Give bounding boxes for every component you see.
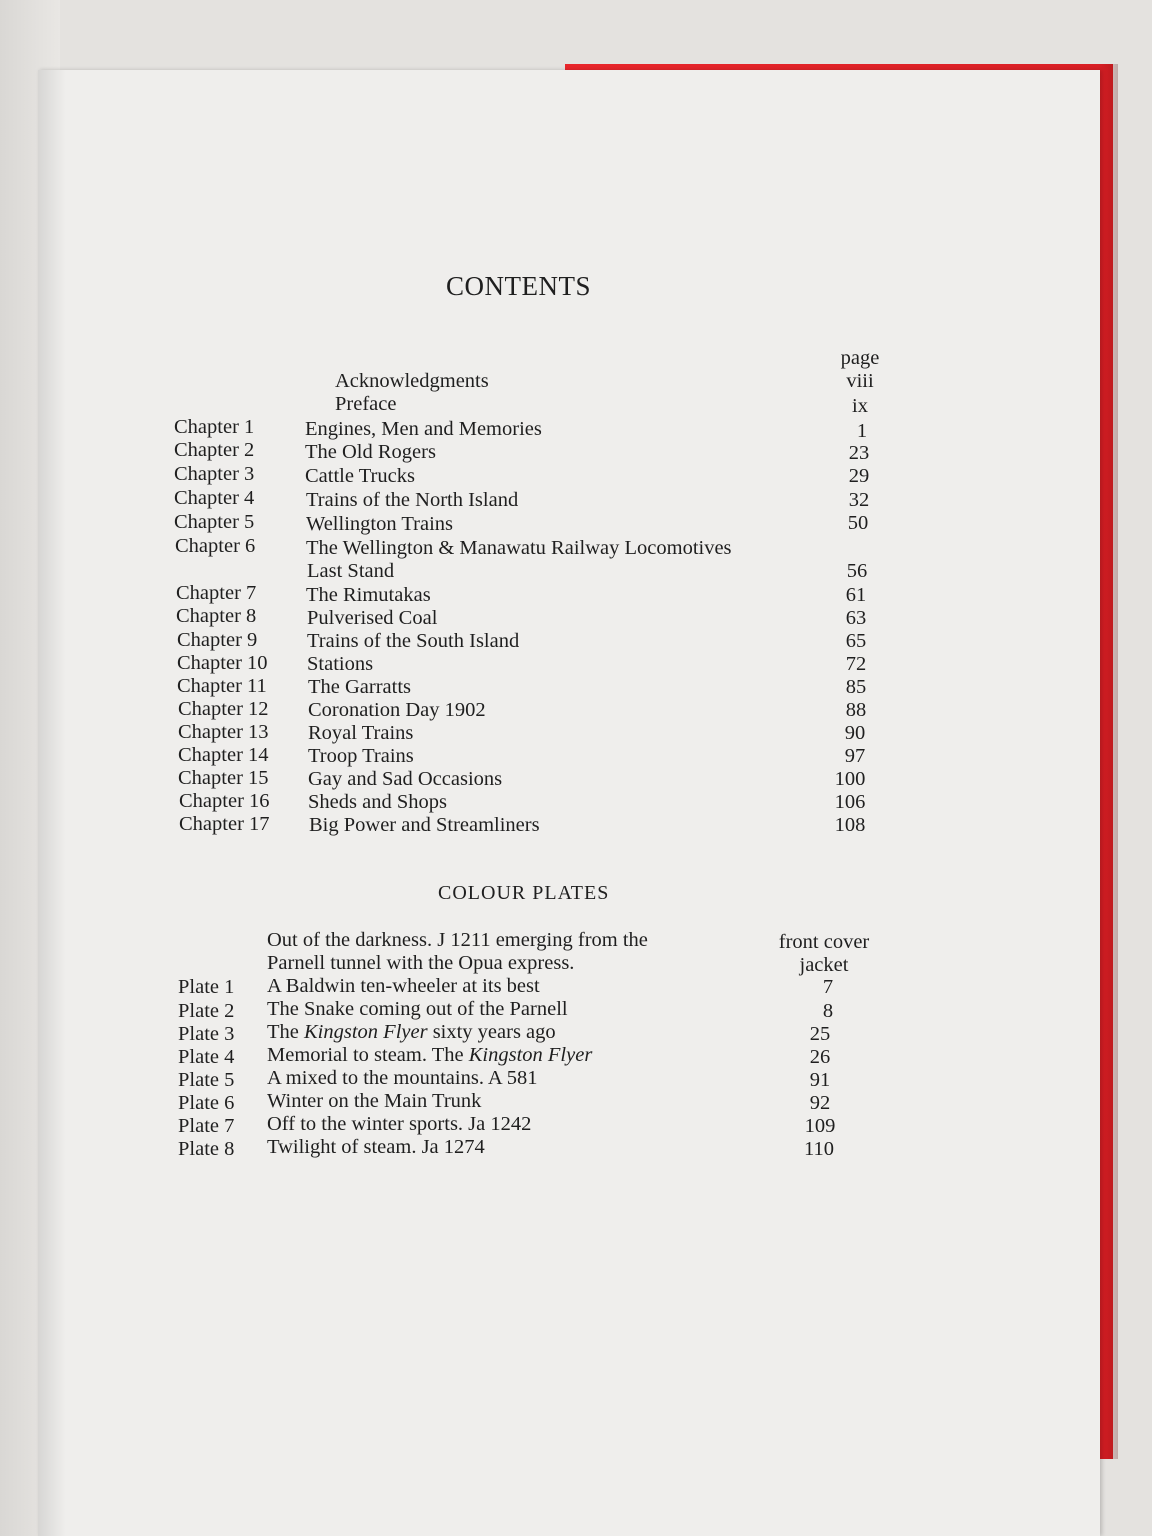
page-column-header: page bbox=[840, 347, 880, 369]
chapter-label: Chapter 7 bbox=[176, 582, 257, 604]
chapter-label: Chapter 17 bbox=[179, 813, 270, 835]
page-title: CONTENTS bbox=[446, 271, 591, 301]
chapter-title: The Old Rogers bbox=[305, 441, 436, 463]
plate-label: Plate 6 bbox=[178, 1092, 235, 1114]
plate-title: Twilight of steam. Ja 1274 bbox=[267, 1136, 485, 1158]
plate-label: Plate 5 bbox=[178, 1069, 235, 1091]
chapter-title: The Rimutakas bbox=[306, 584, 431, 606]
chapter-title: Royal Trains bbox=[308, 722, 414, 744]
colour-plates-heading: COLOUR PLATES bbox=[438, 882, 610, 904]
chapter-page: 56 bbox=[846, 560, 868, 582]
plate-title bbox=[267, 1022, 556, 1043]
chapter-label: Chapter 9 bbox=[177, 629, 258, 651]
plate-page: 91 bbox=[809, 1069, 831, 1091]
cover-plate-page-line1: front cover bbox=[778, 931, 870, 953]
chapter-title: Troop Trains bbox=[308, 745, 414, 767]
plate-page: 25 bbox=[809, 1023, 831, 1045]
plate-title-text: sixty years ago bbox=[427, 1021, 556, 1043]
chapter-title: Sheds and Shops bbox=[308, 791, 447, 813]
chapter-title: The Garratts bbox=[308, 676, 412, 698]
cover-plate-caption-line1: Out of the darkness. J 1211 emerging from the bbox=[267, 929, 648, 951]
chapter-title: Trains of the North Island bbox=[306, 489, 519, 511]
chapter-label: Chapter 13 bbox=[178, 721, 269, 743]
chapter-title: Gay and Sad Occasions bbox=[308, 768, 503, 790]
chapter-title: Pulverised Coal bbox=[307, 607, 438, 629]
plate-title: Off to the winter sports. Ja 1242 bbox=[267, 1113, 532, 1135]
chapter-page: 88 bbox=[845, 699, 867, 721]
chapter-label: Chapter 8 bbox=[176, 605, 257, 627]
plate-label: Plate 7 bbox=[178, 1115, 235, 1137]
chapter-title-continued: Last Stand bbox=[307, 560, 395, 582]
plate-page: 92 bbox=[809, 1092, 831, 1114]
plate-page: 7 bbox=[822, 976, 834, 998]
plate-label: Plate 1 bbox=[178, 976, 235, 998]
chapter-page: 63 bbox=[845, 607, 867, 629]
cover-edge-shadow bbox=[1098, 64, 1118, 1459]
plate-title: A Baldwin ten-wheeler at its best bbox=[267, 975, 540, 997]
chapter-label: Chapter 16 bbox=[179, 790, 270, 812]
plate-title-italic: Kingston Flyer bbox=[304, 1021, 428, 1043]
chapter-page: 106 bbox=[834, 791, 866, 813]
plate-title bbox=[267, 1045, 592, 1066]
toc-entry-page: ix bbox=[852, 395, 868, 417]
chapter-title: Coronation Day 1902 bbox=[308, 699, 486, 721]
plate-title-italic: Kingston Flyer bbox=[468, 1044, 593, 1066]
plate-page: 8 bbox=[822, 1000, 834, 1022]
chapter-label: Chapter 6 bbox=[175, 535, 256, 557]
cover-plate-page-line2: jacket bbox=[799, 954, 849, 976]
chapter-page: 100 bbox=[834, 768, 866, 790]
chapter-label: Chapter 1 bbox=[174, 416, 255, 438]
page-gutter-shadow bbox=[38, 70, 66, 1536]
chapter-page: 29 bbox=[848, 465, 870, 487]
chapter-title: Big Power and Streamliners bbox=[309, 814, 540, 836]
chapter-page: 61 bbox=[845, 584, 867, 606]
chapter-page: 50 bbox=[847, 512, 869, 534]
chapter-page: 65 bbox=[845, 630, 867, 652]
chapter-title: Engines, Men and Memories bbox=[305, 418, 542, 440]
chapter-label: Chapter 10 bbox=[177, 652, 268, 674]
plate-page: 110 bbox=[804, 1138, 834, 1160]
toc-entry-page: viii bbox=[846, 370, 874, 392]
chapter-label: Chapter 11 bbox=[177, 675, 267, 697]
chapter-title: Stations bbox=[307, 653, 374, 675]
chapter-label: Chapter 5 bbox=[174, 511, 255, 533]
chapter-title: The Wellington & Manawatu Railway Locomotives bbox=[306, 537, 732, 559]
chapter-label: Chapter 3 bbox=[174, 463, 255, 485]
chapter-label: Chapter 14 bbox=[178, 744, 269, 766]
plate-label: Plate 3 bbox=[178, 1023, 235, 1045]
chapter-title: Wellington Trains bbox=[306, 513, 453, 535]
plate-title: Winter on the Main Trunk bbox=[267, 1090, 482, 1112]
plate-title: The Snake coming out of the Parnell bbox=[267, 998, 568, 1020]
plate-label: Plate 4 bbox=[178, 1046, 235, 1068]
plate-title-text: The bbox=[267, 1021, 304, 1043]
chapter-label: Chapter 15 bbox=[178, 767, 269, 789]
plate-page: 109 bbox=[804, 1115, 836, 1137]
chapter-page: 1 bbox=[856, 420, 868, 442]
chapter-title: Trains of the South Island bbox=[307, 630, 520, 652]
plate-title: A mixed to the mountains. A 581 bbox=[267, 1067, 538, 1089]
chapter-label: Chapter 4 bbox=[174, 487, 255, 509]
chapter-page: 72 bbox=[845, 653, 867, 675]
cover-plate-caption-line2: Parnell tunnel with the Opua express. bbox=[267, 952, 575, 974]
chapter-page: 108 bbox=[834, 814, 866, 836]
toc-entry-title: Acknowledgments bbox=[335, 370, 489, 392]
chapter-page: 32 bbox=[848, 489, 870, 511]
chapter-page: 97 bbox=[844, 745, 866, 767]
plate-label: Plate 2 bbox=[178, 1000, 235, 1022]
plate-page: 26 bbox=[809, 1046, 831, 1068]
toc-entry-title: Preface bbox=[335, 393, 397, 415]
chapter-page: 90 bbox=[844, 722, 866, 744]
chapter-title: Cattle Trucks bbox=[305, 465, 415, 487]
chapter-label: Chapter 12 bbox=[178, 698, 269, 720]
chapter-page: 23 bbox=[848, 442, 870, 464]
plate-title-text: Memorial to steam. The bbox=[267, 1044, 469, 1066]
chapter-label: Chapter 2 bbox=[174, 439, 255, 461]
plate-label: Plate 8 bbox=[178, 1138, 235, 1160]
chapter-page: 85 bbox=[845, 676, 867, 698]
